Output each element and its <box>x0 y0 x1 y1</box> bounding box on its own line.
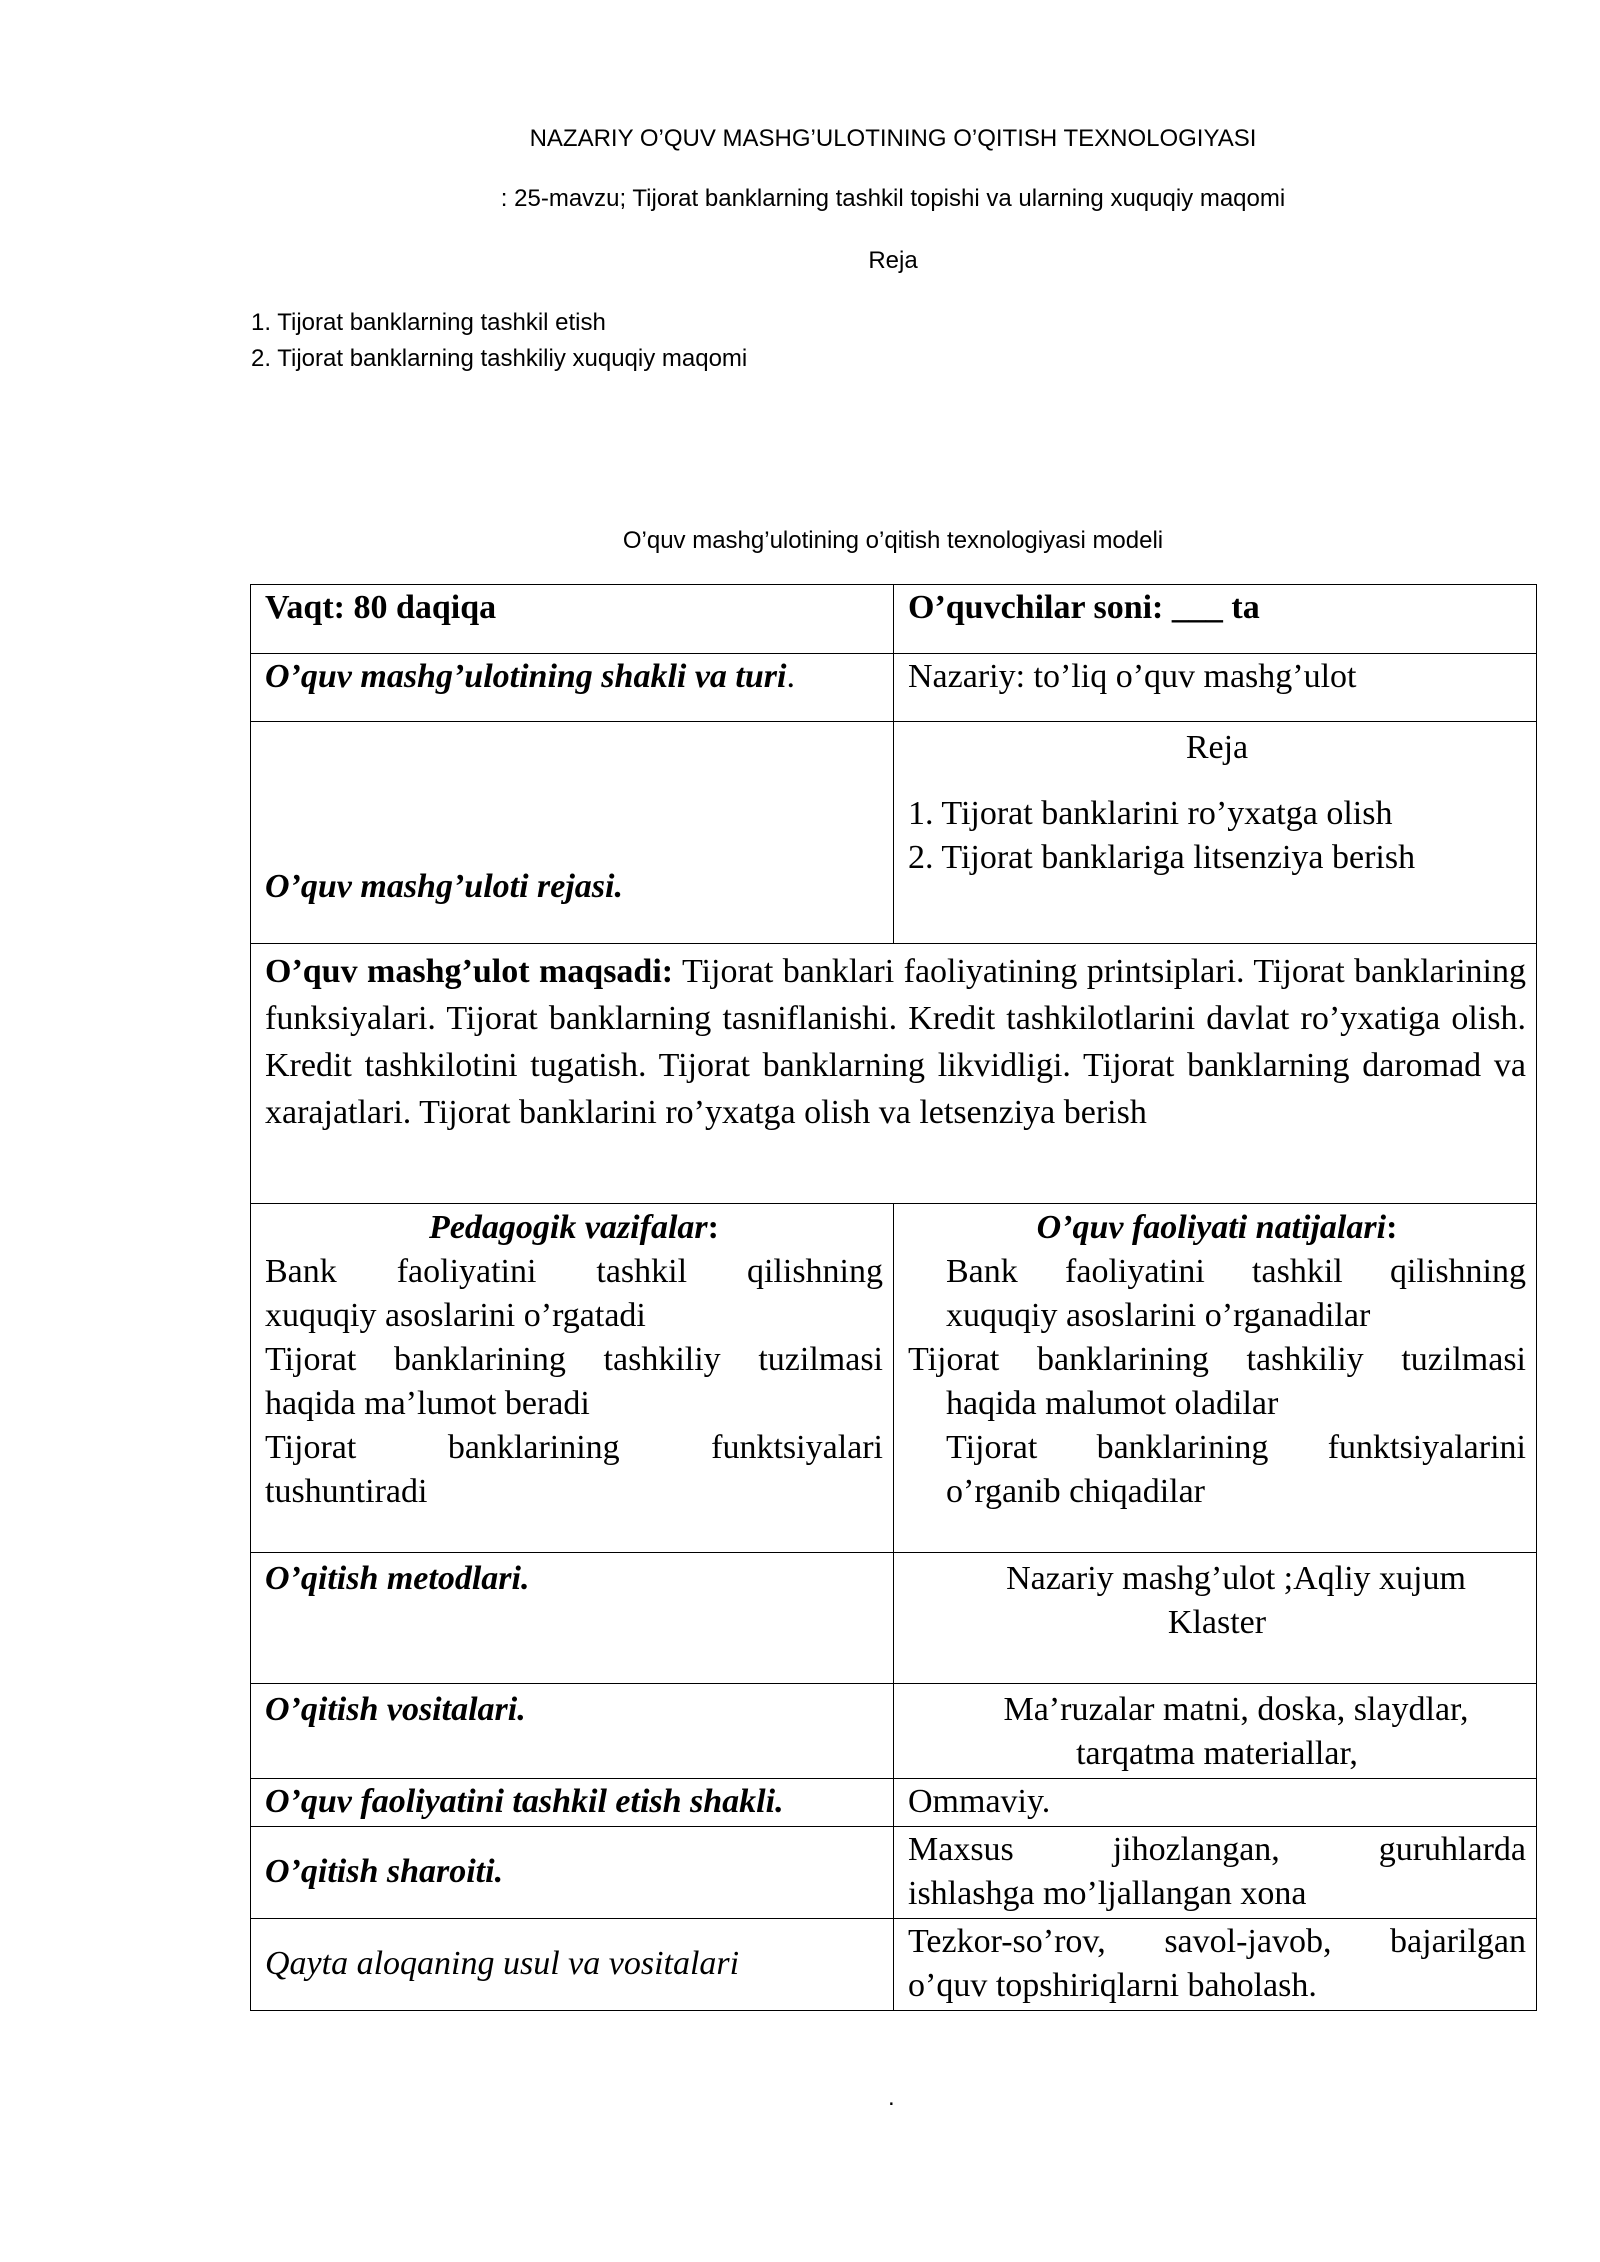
document-title: NAZARIY O’QUV MASHG’ULOTINING O’QITISH TEXNOLOGIYASI <box>529 125 1257 152</box>
methods-value: Klaster <box>1167 1604 1267 1641</box>
pedagogic-line: Tijorat banklarining tashkiliy tuzilmasi <box>265 1341 883 1378</box>
page-footer-dot: . <box>888 2084 895 2111</box>
plan-item: 2. Tijorat banklarning tashkiliy xuquqiy maqomi <box>251 345 748 372</box>
time-cell: Vaqt: 80 daqiqa <box>251 585 894 654</box>
pedagogic-line: Tijorat banklarining funktsiyalari <box>265 1429 883 1466</box>
table-row <box>251 1919 1537 2011</box>
results-heading-colon: : <box>1386 1209 1398 1246</box>
results-line: o’rganib chiqadilar <box>946 1473 1206 1510</box>
plan-heading: Reja <box>868 247 918 274</box>
conditions-value: ishlashga mo’ljallangan xona <box>908 1875 1307 1912</box>
conditions-label-cell: O’qitish sharoiti. <box>251 1827 894 1919</box>
goal-text: Tijorat banklari faoliyatining printsiplari. Tijorat banklarining funksiyalari. Tijorat banklarning tasniflanishi. Kredit tashkilotlarini davlat ro’yxatiga olish. Kredit tashkilotini tugatish. Tijorat banklarning likvidligi. Tijorat banklarning daromad va xarajatlari. Tijorat banklarini ro’yxatga olish va letsenziya berish <box>265 953 1526 1131</box>
table-row <box>251 1204 1537 1553</box>
form-label-dot: . <box>786 658 795 695</box>
plan-label-cell: O’quv mashg’uloti rejasi. <box>251 722 894 944</box>
pedagogic-line: xuquqiy asoslarini o’rgatadi <box>265 1297 646 1334</box>
feedback-label-cell: Qayta aloqaning usul va vositalari <box>251 1919 894 2011</box>
pedagogic-line: tushuntiradi <box>265 1473 428 1510</box>
plan-value-cell <box>894 722 1537 944</box>
tools-label-cell: O’qitish vositalari. <box>251 1684 894 1779</box>
form-label: O’quv mashg’ulotining shakli va turi <box>265 658 787 695</box>
goal-cell <box>251 944 1537 1204</box>
feedback-value: o’quv topshiriqlarni baholash. <box>908 1967 1317 2004</box>
results-line: Tijorat banklarining funktsiyalarini <box>946 1429 1526 1466</box>
methods-value-cell <box>894 1553 1537 1684</box>
tools-value: tarqatma materiallar, <box>1076 1735 1358 1772</box>
pedagogic-tasks-cell <box>251 1204 894 1553</box>
topic-line: : 25-mavzu; Tijorat banklarning tashkil topishi va ularning xuquqiy maqomi <box>500 185 1286 212</box>
plan-item: 2. Tijorat banklariga litsenziya berish <box>908 839 1416 876</box>
table-row <box>251 1779 1537 1827</box>
pedagogic-heading-text: Pedagogik vazifalar <box>429 1209 708 1246</box>
plan-list <box>251 305 747 377</box>
methods-value: Nazariy mashg’ulot ;Aqliy xujum <box>1006 1560 1466 1597</box>
org-label-cell: O’quv faoliyatini tashkil etish shakli. <box>251 1779 894 1827</box>
results-cell <box>894 1204 1537 1553</box>
org-value-cell: Ommaviy. <box>894 1779 1537 1827</box>
results-line: xuquqiy asoslarini o’rganadilar <box>946 1297 1371 1334</box>
pedagogic-heading-colon: : <box>707 1209 719 1246</box>
students-cell: O’quvchilar soni: ___ ta <box>894 585 1537 654</box>
lesson-model-table <box>250 584 1537 2011</box>
pedagogic-heading <box>265 1206 883 1250</box>
results-line: haqida malumot oladilar <box>946 1385 1279 1422</box>
plan-item: 1. Tijorat banklarning tashkil etish <box>251 309 606 336</box>
feedback-value-cell <box>894 1919 1537 2011</box>
table-row <box>251 1827 1537 1919</box>
table-row <box>251 1684 1537 1779</box>
results-line: Bank faoliyatini tashkil qilishning <box>946 1253 1526 1290</box>
table-row <box>251 722 1537 944</box>
tools-value: Ma’ruzalar matni, doska, slaydlar, <box>1003 1691 1469 1728</box>
table-row <box>251 585 1537 654</box>
table-row <box>251 944 1537 1204</box>
form-label-cell <box>251 654 894 722</box>
goal-label: O’quv mashg’ulot maqsadi: <box>265 953 674 990</box>
feedback-value: Tezkor-so’rov, savol-javob, bajarilgan <box>908 1923 1526 1960</box>
methods-label-cell: O’qitish metodlari. <box>251 1553 894 1684</box>
conditions-value: Maxsus jihozlangan, guruhlarda <box>908 1831 1526 1868</box>
table-row <box>251 654 1537 722</box>
results-heading-text: O’quv faoliyati natijalari <box>1036 1209 1387 1246</box>
tools-value-cell <box>894 1684 1537 1779</box>
conditions-value-cell <box>894 1827 1537 1919</box>
plan-item: 1. Tijorat banklarini ro’yxatga olish <box>908 795 1393 832</box>
form-value-cell: Nazariy: to’liq o’quv mashg’ulot <box>894 654 1537 722</box>
pedagogic-line: haqida ma’lumot beradi <box>265 1385 590 1422</box>
results-heading <box>908 1206 1526 1250</box>
model-title: O’quv mashg’ulotining o’qitish texnologiyasi modeli <box>622 527 1164 554</box>
plan-heading: Reja <box>1185 729 1249 766</box>
results-line: Tijorat banklarining tashkiliy tuzilmasi <box>908 1341 1526 1378</box>
table-row <box>251 1553 1537 1684</box>
pedagogic-line: Bank faoliyatini tashkil qilishning <box>265 1253 883 1290</box>
